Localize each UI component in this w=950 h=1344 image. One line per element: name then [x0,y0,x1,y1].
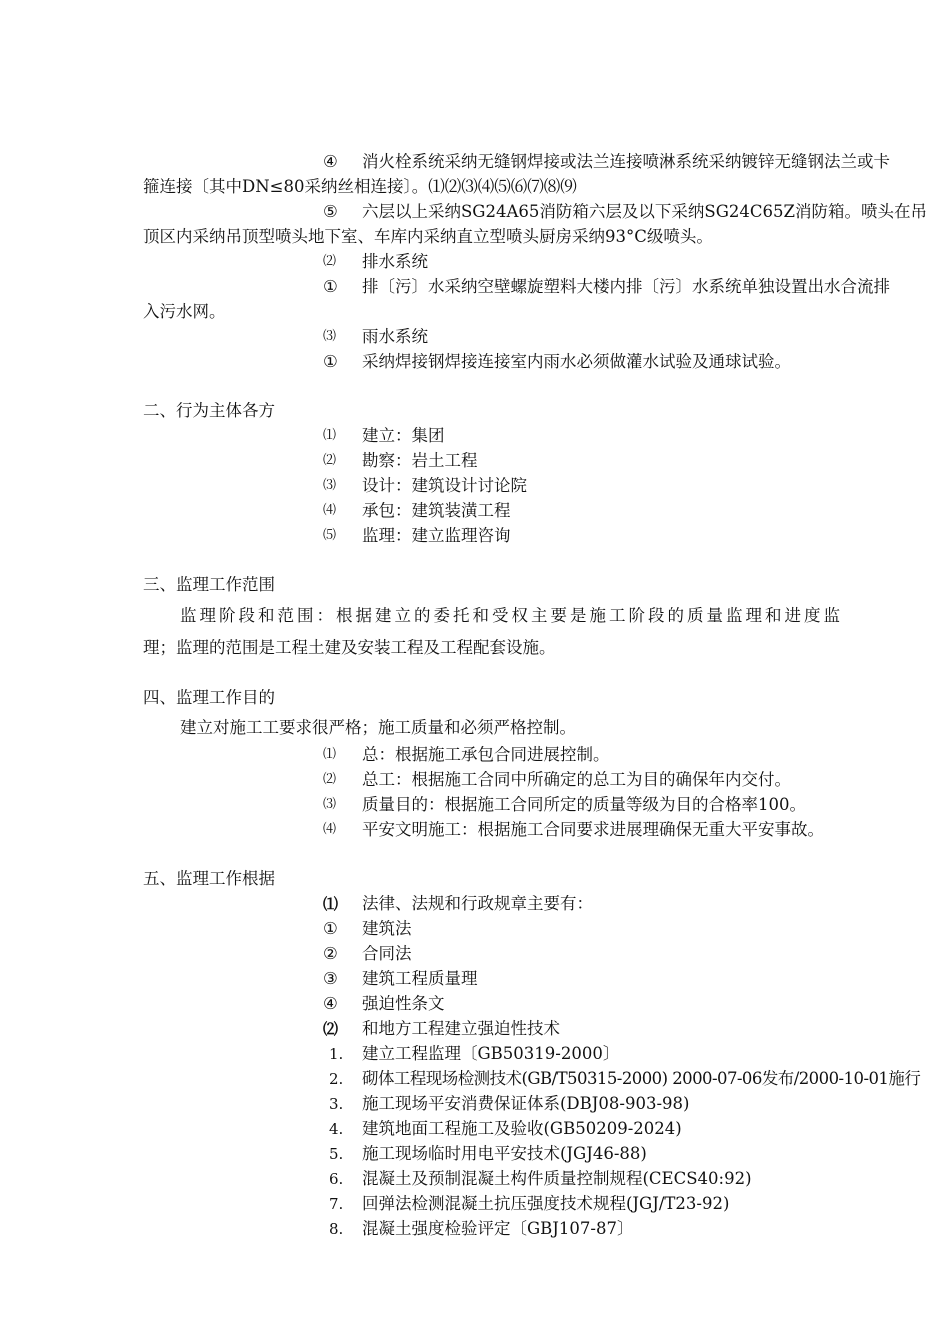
item-text: 强迫性条文 [362,994,445,1013]
item-marker: ⑴ [323,747,337,762]
item-marker: ⑵ [323,453,337,468]
paragraph-line: 理；监理的范围是工程土建及安装工程及工程配套设施。 [143,638,556,657]
item-marker: ① [323,352,338,371]
item-text: 施工现场临时用电平安技术(JGJ46-88) [362,1144,647,1163]
paragraph-line: 顶区内采纳吊顶型喷头地下室、车库内采纳直立型喷头厨房采纳93°C级喷头。 [143,227,713,246]
item-text: 建筑地面工程施工及验收(GB50209-2024) [362,1119,682,1138]
item-marker: ④ [323,152,338,171]
item-text: 建筑法 [362,919,412,938]
item-marker: ⑷ [323,822,337,837]
item-marker: 6. [329,1170,344,1188]
item-text: 建立：集团 [362,426,445,445]
section-heading: 四、监理工作目的 [143,688,275,707]
item-marker: ⑴ [323,428,337,443]
item-text: 排〔污〕水采纳空壁螺旋塑料大楼内排〔污〕水系统单独设置出水合流排 [362,277,890,296]
item-marker: ⑶ [323,478,337,493]
item-marker: ① [323,277,338,296]
item-text: 混凝土强度检验评定〔GBJ107-87〕 [362,1219,634,1238]
item-marker: ⑶ [323,797,337,812]
item-marker: ③ [323,969,338,988]
item-text: 法律、法规和行政规章主要有： [362,894,593,913]
item-text: 六层以上采纳SG24A65消防箱六层及以下采纳SG24C65Z消防箱。喷头在吊 [362,202,927,221]
paragraph-line: 入污水网。 [143,302,226,321]
section-heading: 三、监理工作范围 [143,575,275,594]
item-marker: 3. [329,1095,344,1113]
item-marker: ⑷ [323,503,337,518]
item-marker: ① [323,919,338,938]
item-text: 消火栓系统采纳无缝钢焊接或法兰连接喷淋系统采纳镀锌无缝钢法兰或卡 [362,152,890,171]
item-marker: 7. [329,1195,344,1213]
item-text: 混凝土及预制混凝土构件质量控制规程(CECS40:92) [362,1169,752,1188]
item-marker: ⑸ [323,528,337,543]
item-text: 设计：建筑设计讨论院 [362,476,527,495]
item-text: 砌体工程现场检测技术(GB/T50315-2000) 2000-07-06发布/2000-10-01施行 [362,1069,921,1088]
item-marker: ④ [323,994,338,1013]
item-text: 排水系统 [362,252,428,271]
item-text: 施工现场平安消费保证体系(DBJ08-903-98) [362,1094,690,1113]
item-text: 监理：建立监理咨询 [362,526,511,545]
item-text: 合同法 [362,944,412,963]
item-text: 承包：建筑装潢工程 [362,501,511,520]
item-text: 总：根据施工承包合同进展控制。 [362,745,610,764]
item-text: 采纳焊接钢焊接连接室内雨水必须做灌水试验及通球试验。 [362,352,791,371]
item-marker: 1. [329,1045,344,1063]
section-heading: 五、监理工作根据 [143,869,275,888]
item-text: 质量目的：根据施工合同所定的质量等级为目的合格率100。 [362,795,806,814]
item-text: 平安文明施工：根据施工合同要求进展理确保无重大平安事故。 [362,820,824,839]
item-marker: ⑵ [323,1020,339,1038]
item-marker: 5. [329,1145,344,1163]
item-text: 建筑工程质量理 [362,969,478,988]
section-heading: 二、行为主体各方 [143,401,275,420]
item-marker: ⑴ [323,895,339,913]
paragraph-line: 监理阶段和范围：根据建立的委托和受权主要是施工阶段的质量监理和进度监 [180,606,840,625]
item-marker: ⑵ [323,772,337,787]
item-marker: ⑶ [323,329,337,344]
item-text: 回弹法检测混凝土抗压强度技术规程(JGJ/T23-92) [362,1194,730,1213]
item-text: 总工：根据施工合同中所确定的总工为目的确保年内交付。 [362,770,791,789]
item-text: 建立工程监理〔GB50319-2000〕 [362,1044,620,1063]
item-text: 雨水系统 [362,327,428,346]
item-text: 勘察：岩土工程 [362,451,478,470]
paragraph-line: 建立对施工工要求很严格；施工质量和必须严格控制。 [180,718,576,737]
paragraph-line: 箍连接〔其中DN≤80采纳丝相连接〕。⑴⑵⑶⑷⑸⑹⑺⑻⑼ [143,177,577,196]
item-marker: 2. [329,1070,344,1088]
item-marker: 8. [329,1220,344,1238]
item-marker: 4. [329,1120,344,1138]
item-text: 和地方工程建立强迫性技术 [362,1019,560,1038]
item-marker: ⑤ [323,202,338,221]
item-marker: ② [323,944,338,963]
item-marker: ⑵ [323,254,337,269]
